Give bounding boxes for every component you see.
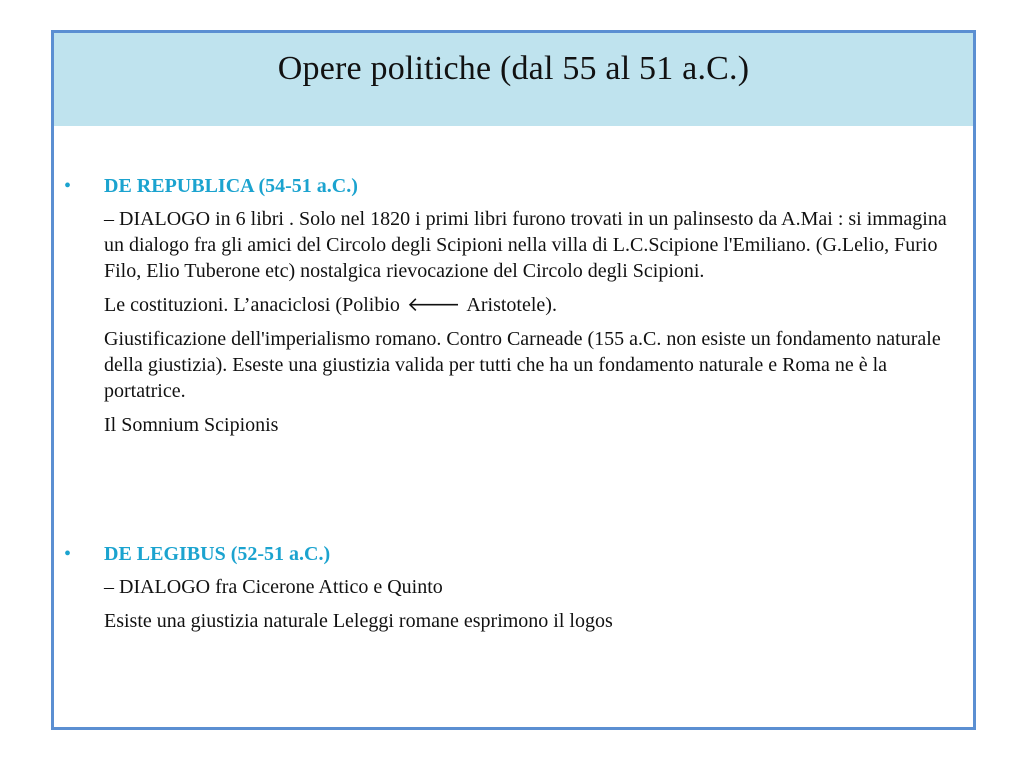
title-box [51,30,976,129]
bullet-row [54,540,973,568]
content-box [51,126,976,730]
paragraph-costituzioni [104,292,964,318]
bullet-icon: • [64,543,72,565]
section-de-legibus [54,540,973,634]
section-heading: DE LEGIBUS (52-51 a.C.) [104,543,331,565]
paragraph: Giustificazione dell'imperialismo romano. Contro Carneade (155 a.C. non esiste un fondamento naturale della giustizia). Eseste una giustizia valida per tutti che ha un fondamento naturale e Roma ne è la portatrice. [104,328,941,402]
paragraph-text: Le costituzioni. L’anaciclosi (Polibio [104,294,400,316]
paragraph: – DIALOGO in 6 libri . Solo nel 1820 i primi libri furono trovati in un palinsesto da A.Mai : si immagina un dialogo fra gli amici del Circolo degli Scipioni nella villa di L.C.Scipione l'Emiliano. (G.Lelio, Furio Filo, Elio Tuberone etc) nostalgica rievocazione del Circolo degli Scipioni. [104,208,947,282]
section-heading: DE REPUBLICA (54-51 a.C.) [104,175,358,197]
arrow-left-icon: 🡐 [406,294,461,316]
bullet-icon: • [64,175,72,197]
paragraph-text: Aristotele). [466,294,557,316]
section-de-republica [54,172,973,438]
slide-title: Opere politiche (dal 55 al 51 a.C.) [277,50,750,87]
bullet-row [54,172,973,200]
paragraph: Il Somnium Scipionis [104,414,279,436]
paragraph: – DIALOGO fra Cicerone Attico e Quinto [104,576,443,598]
paragraph: Esiste una giustizia naturale Leleggi romane esprimono il logos [104,610,613,632]
